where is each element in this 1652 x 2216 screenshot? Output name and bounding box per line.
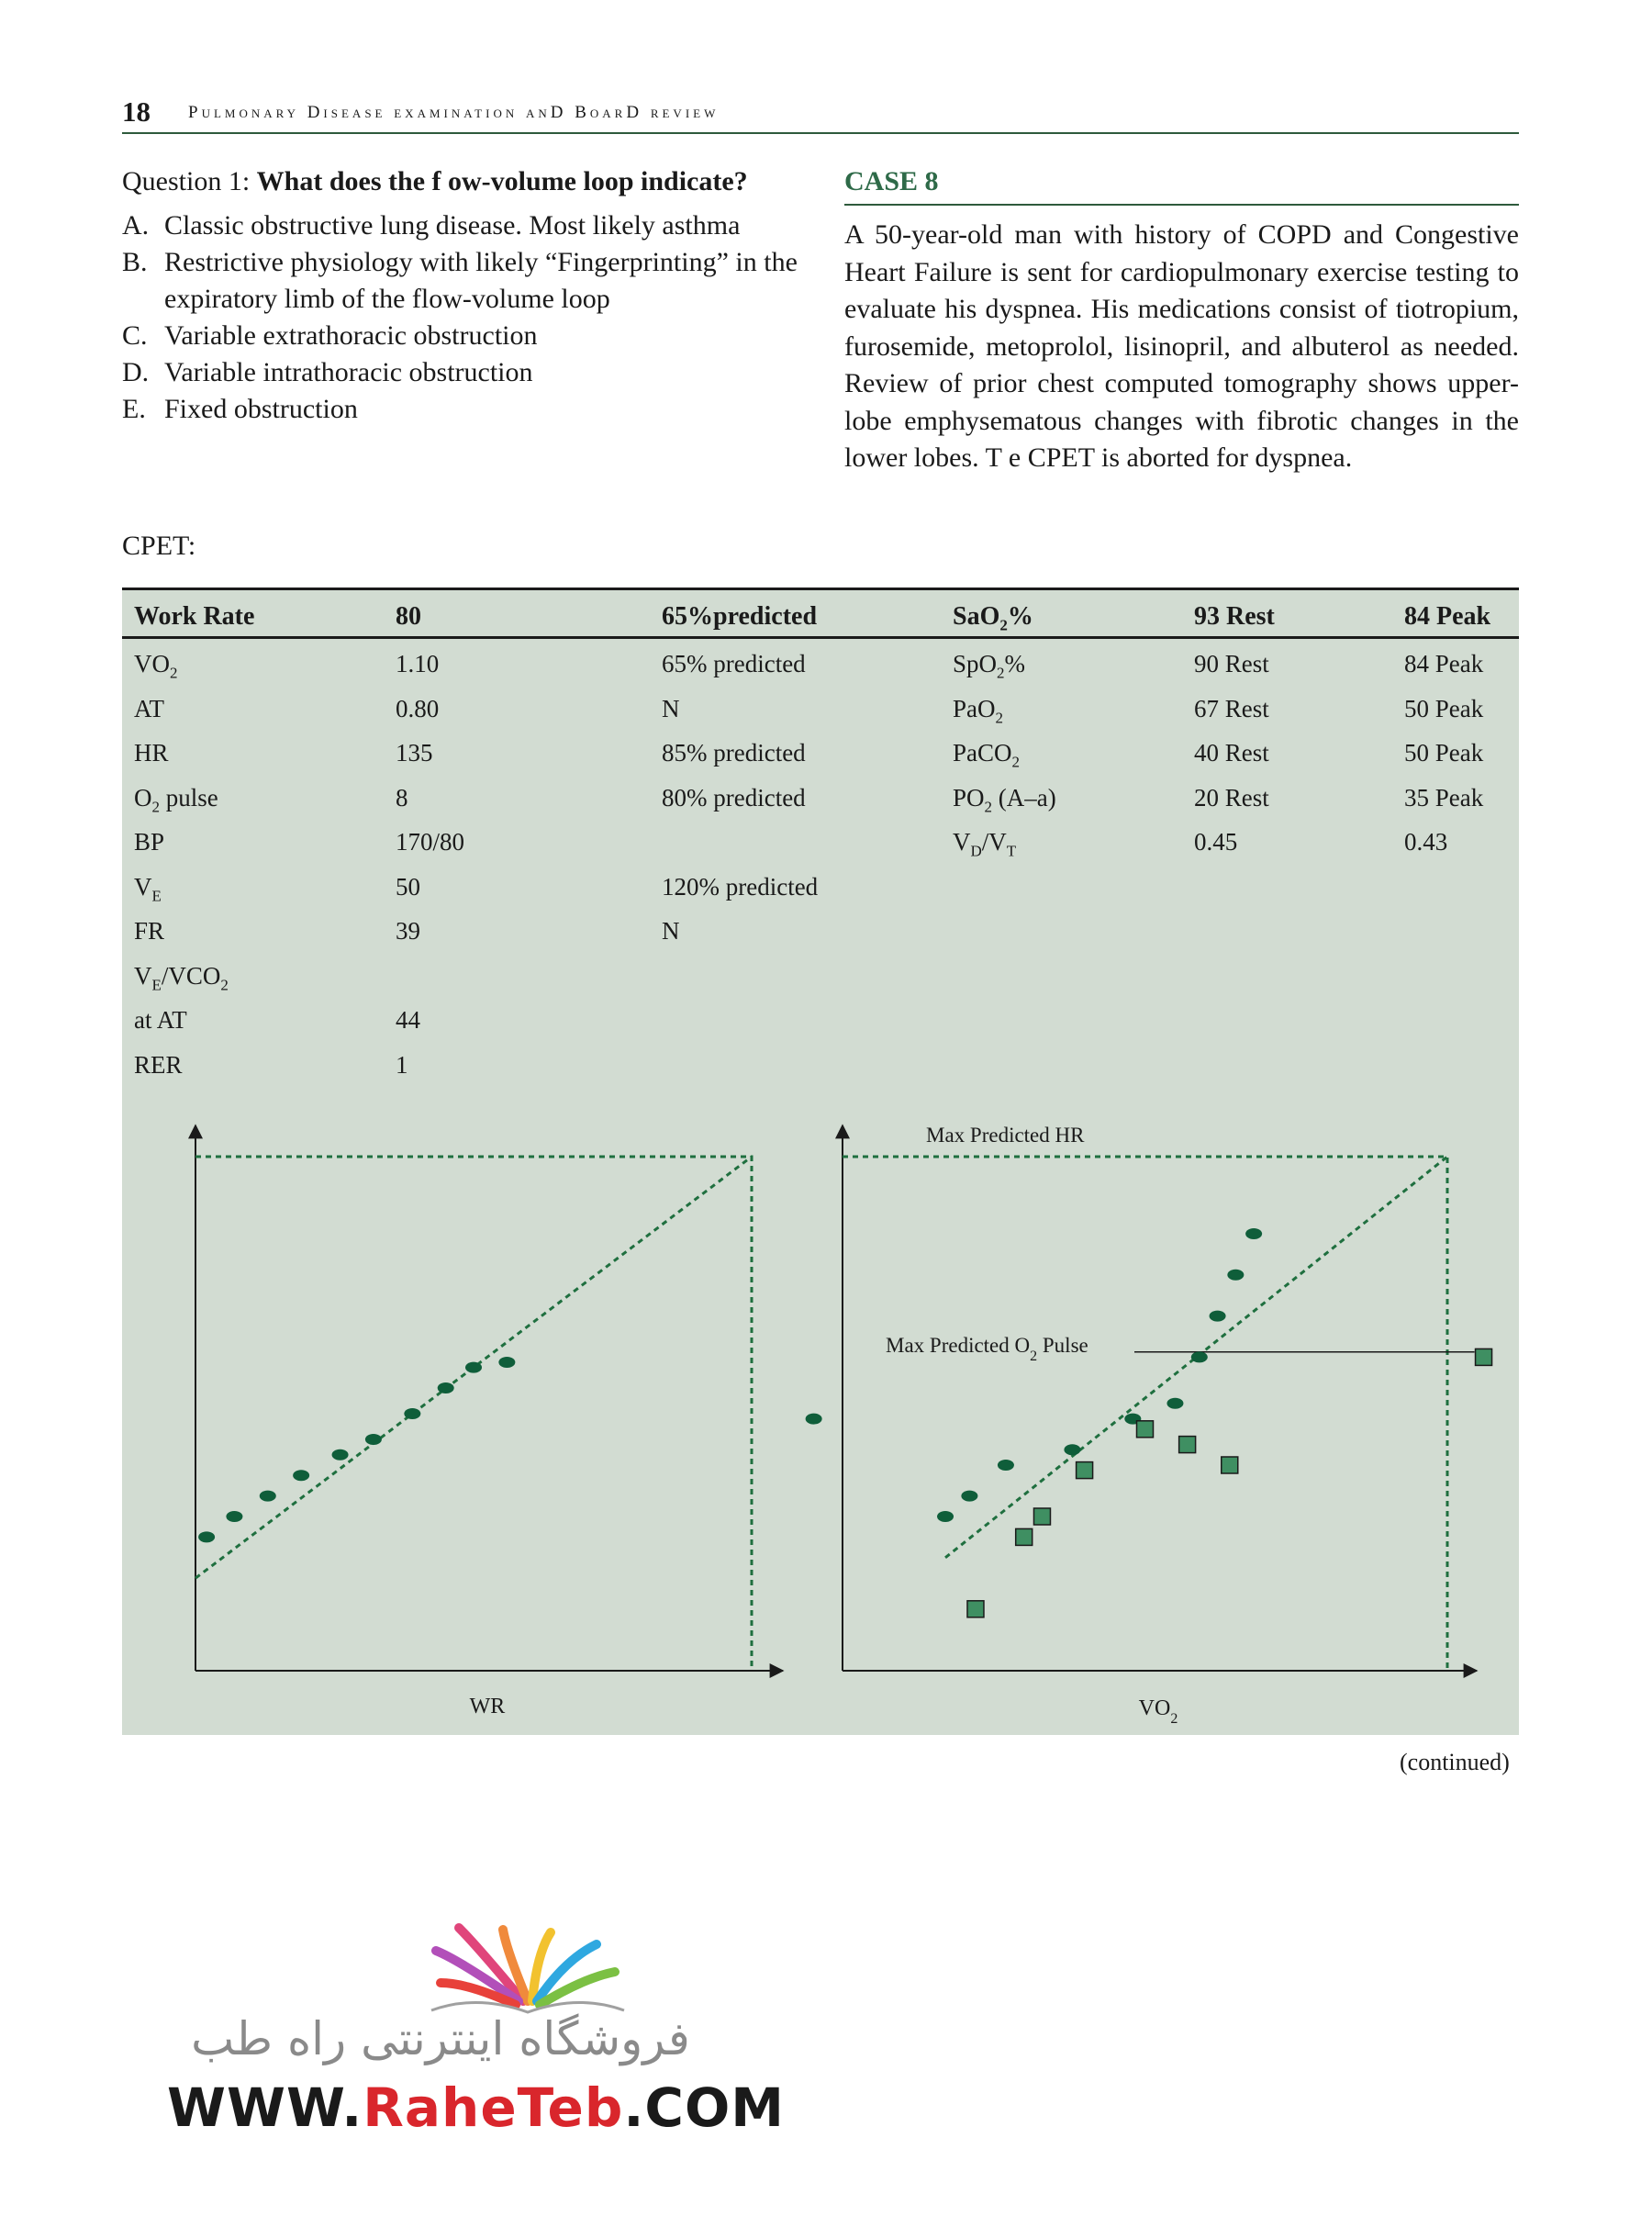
hr-point	[937, 1511, 954, 1522]
answer-option: B. Restrictive physiology with likely “Fingerprinting” in the expiratory limb of the flow-volume loop	[122, 247, 798, 314]
case-title: CASE 8	[844, 163, 1519, 206]
table-cell: BP	[134, 828, 165, 856]
table-cell: HR	[134, 739, 169, 767]
vo2-chart	[806, 1124, 1492, 1727]
table-cell: 1	[396, 1050, 408, 1079]
table-cell: 67 Rest	[1194, 694, 1269, 722]
hr-point	[961, 1491, 977, 1502]
table-cell: RER	[134, 1050, 183, 1079]
table-row	[122, 1046, 1519, 1090]
table-row	[122, 957, 1519, 1001]
logo-url: WWW.RaheTeb.COM	[167, 2076, 786, 2139]
table-cell: $PO_2$ (A–a)	[953, 783, 1056, 815]
table-row	[122, 1001, 1519, 1045]
hr-point	[1166, 1398, 1183, 1409]
hr-point	[1227, 1270, 1244, 1281]
header-cell: 65%predicted	[662, 602, 818, 631]
data-point	[404, 1408, 420, 1419]
data-point	[438, 1382, 454, 1393]
o2-pulse-point	[1077, 1462, 1093, 1479]
answer-option: A. Classic obstructive lung disease. Most likely asthma	[122, 210, 741, 241]
x-axis-label: $VO_2$	[1138, 1696, 1178, 1727]
max-hr-label: Max Predicted HR	[926, 1124, 1085, 1147]
data-point	[498, 1357, 515, 1368]
header-cell: SaO$_2$%	[953, 602, 1033, 634]
o2-pulse-point	[1137, 1421, 1154, 1438]
data-point	[332, 1449, 349, 1461]
header-cell: 84 Peak	[1404, 602, 1491, 631]
table-row	[122, 644, 1519, 688]
answer-option: D. Variable intrathoracic obstruction	[122, 357, 533, 387]
answer-option: C. Variable extrathoracic obstruction	[122, 320, 538, 351]
cpet-panel	[122, 588, 1519, 1735]
table-cell: $V_D/V_T$	[953, 828, 1017, 860]
table-cell: 44	[396, 1006, 420, 1034]
table-cell: 1.10	[396, 650, 440, 677]
table-cell: $VO_2$	[134, 650, 178, 682]
table-cell: 35 Peak	[1404, 783, 1484, 811]
table-cell: 39	[396, 917, 420, 945]
answer-option: E. Fixed obstruction	[122, 394, 358, 424]
table-header	[122, 588, 1519, 639]
table-cell: 20 Rest	[1194, 783, 1269, 811]
table-cell: 120% predicted	[662, 872, 819, 901]
max-box-line	[195, 1157, 752, 1671]
hr-point	[1245, 1228, 1262, 1239]
o2-pulse-point	[967, 1601, 984, 1617]
header-cell: 80	[396, 602, 421, 631]
data-point	[226, 1511, 242, 1522]
o2-pulse-point	[1016, 1528, 1032, 1545]
page-header	[122, 94, 1519, 134]
table-cell: N	[662, 694, 680, 722]
table-row	[122, 823, 1519, 867]
data-point	[293, 1470, 309, 1481]
table-cell: 40 Rest	[1194, 739, 1269, 767]
table-row	[122, 867, 1519, 912]
table-cell: 0.43	[1404, 828, 1448, 856]
hr-point	[1064, 1444, 1080, 1455]
table-cell: 84 Peak	[1404, 650, 1484, 677]
o2-pulse-point	[1476, 1349, 1492, 1365]
table-cell: $V_E/VCO_2$	[134, 961, 229, 993]
table-cell: 0.45	[1194, 828, 1238, 856]
cpet-label: CPET:	[122, 531, 196, 561]
table-cell: FR	[134, 917, 165, 945]
question-label: Question 1:	[122, 166, 251, 196]
table-cell: 50 Peak	[1404, 694, 1484, 722]
table-row	[122, 778, 1519, 823]
cpet-charts	[122, 1111, 1519, 1735]
table-row	[122, 912, 1519, 956]
question-text: What does the f ow-volume loop indicate?	[256, 166, 748, 196]
table-cell: N	[662, 917, 680, 945]
table-cell: 90 Rest	[1194, 650, 1269, 677]
question-stem	[122, 163, 820, 200]
o2-pulse-point	[1033, 1508, 1050, 1525]
o2-pulse-point	[1179, 1437, 1196, 1453]
data-point	[365, 1434, 382, 1445]
page-number: 18	[122, 95, 151, 128]
header-cell: Work Rate	[134, 602, 255, 631]
header-cell: 93 Rest	[1194, 602, 1275, 631]
case-body: A 50-year-old man with history of COPD and Congestive Heart Failure is sent for cardiopulmonary exercise testing to evaluate his dyspnea. His medications consist of tiotropium, furosemide, metoprolol, lisinopril, and albuterol as needed. Review of prior chest computed tomography shows upper-lobe emphysematous changes with fibrotic changes in the lower lobes. T e CPET is aborted for dyspnea.	[844, 219, 1519, 473]
continued-note: (continued)	[1400, 1749, 1510, 1775]
table-cell: AT	[134, 694, 164, 722]
table-cell: $O_2$ pulse	[134, 783, 218, 815]
data-point	[260, 1491, 276, 1502]
wr-chart	[195, 1125, 783, 1718]
running-title: Pulmonary Disease examination anD BoarD review	[188, 103, 720, 122]
logo-persian-text: فروشگاه اینترنتی راه طب	[191, 2012, 690, 2065]
table-cell: 8	[396, 783, 408, 811]
table-row	[122, 689, 1519, 733]
table-cell: 0.80	[396, 694, 440, 722]
table-cell: 170/80	[396, 828, 465, 856]
table-cell: at AT	[134, 1006, 187, 1034]
table-cell: $V_E$	[134, 872, 162, 904]
hr-point	[1191, 1351, 1208, 1362]
hr-point	[1210, 1311, 1226, 1322]
table-cell: SpO$_2$%	[953, 650, 1026, 682]
table-cell: 135	[396, 739, 433, 767]
stray-point	[806, 1414, 822, 1425]
table-cell: 85% predicted	[662, 739, 806, 767]
max-hr-line	[843, 1157, 1447, 1671]
table-cell: 80% predicted	[662, 783, 806, 811]
table-cell: 65% predicted	[662, 650, 806, 677]
data-point	[198, 1531, 215, 1542]
data-point	[465, 1362, 482, 1373]
x-axis-label: WR	[469, 1695, 506, 1718]
question-block	[122, 163, 820, 428]
table-row	[122, 733, 1519, 778]
case-block	[844, 163, 1519, 477]
table-cell: 50 Peak	[1404, 739, 1484, 767]
table-cell: PaO$_2$	[953, 694, 1003, 726]
answer-list	[122, 207, 820, 428]
table-cell: 50	[396, 872, 420, 901]
table-cell: PaCO$_2$	[953, 739, 1021, 771]
o2-pulse-point	[1222, 1457, 1238, 1473]
hr-point	[998, 1460, 1014, 1471]
max-o2-pulse-label: Max Predicted $O_2$ Pulse	[886, 1334, 1088, 1364]
